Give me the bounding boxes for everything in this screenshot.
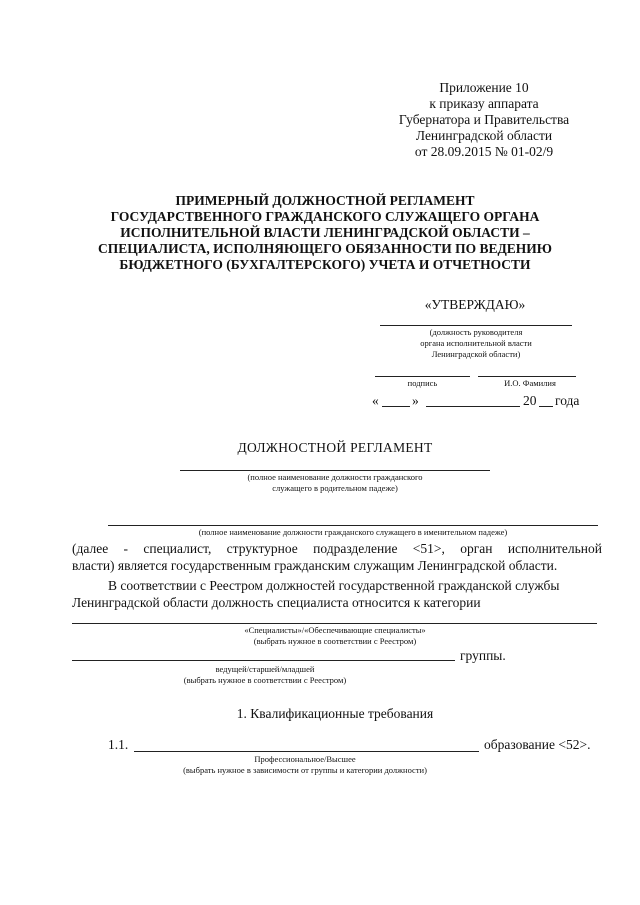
group-line: [72, 660, 455, 661]
hint-line: Ленинградской области): [431, 349, 521, 359]
date-day-line: [382, 406, 410, 407]
section-heading: 1. Квалификационные требования: [236, 706, 434, 721]
regulation-heading: ДОЛЖНОСТНОЙ РЕГЛАМЕНТ: [237, 440, 433, 455]
annex-line: от 28.09.2015 № 01-02/9: [414, 144, 554, 159]
name-line: [478, 376, 576, 377]
paragraph-line: Ленинградской области должность специалиста относится к категории: [72, 595, 481, 610]
annex-line: к приказу аппарата: [429, 96, 539, 111]
date-year-prefix: 20: [523, 393, 537, 408]
hint-line: Профессиональное/Высшее: [254, 754, 356, 764]
education-hint: [130, 754, 480, 776]
signature-line: [375, 376, 470, 377]
group-hint: [140, 664, 390, 686]
annex-line: Губернатора и Правительства: [398, 112, 570, 127]
paragraph-line: (далее - специалист, структурное подразделение <51>, орган исполнительной: [72, 541, 602, 556]
nominative-position-line: [108, 525, 598, 526]
hint-line: (полное наименование должности гражданского: [247, 472, 423, 482]
annex-line: Приложение 10: [439, 80, 529, 95]
title-line: ИСПОЛНИТЕЛЬНОЙ ВЛАСТИ ЛЕНИНГРАДСКОЙ ОБЛАСТИ –: [120, 225, 530, 240]
hint-line: «Специалисты»/«Обеспечивающие специалисты»: [244, 625, 426, 635]
name-label: И.О. Фамилия: [504, 378, 556, 388]
hint-line: ведущей/старшей/младшей: [215, 664, 315, 674]
hint-line: органа исполнительной власти: [420, 338, 532, 348]
approve-heading: «УТВЕРЖДАЮ»: [424, 297, 526, 312]
title-line: ПРИМЕРНЫЙ ДОЛЖНОСТНОЙ РЕГЛАМЕНТ: [175, 193, 475, 208]
hint-line: (выбрать нужное в зависимости от группы и категории должности): [183, 765, 427, 775]
annex-line: Ленинградской области: [415, 128, 553, 143]
title-line: СПЕЦИАЛИСТА, ИСПОЛНЯЮЩЕГО ОБЯЗАННОСТИ ПО ВЕДЕНИЮ: [98, 241, 552, 256]
genitive-position-line: [180, 470, 490, 471]
category-line: [72, 623, 597, 624]
nominative-hint: (полное наименование должности гражданского служащего в именительном падеже): [198, 527, 508, 537]
position-line: [380, 325, 572, 326]
date-year-line: [539, 406, 553, 407]
date-month-line: [426, 406, 520, 407]
title-line: БЮДЖЕТНОГО (БУХГАЛТЕРСКОГО) УЧЕТА И ОТЧЕТНОСТИ: [119, 257, 531, 272]
position-hint: [380, 327, 572, 360]
paragraph-line: власти) является государственным гражданским служащим Ленинградской области.: [72, 558, 558, 573]
title-line: ГОСУДАРСТВЕННОГО ГРАЖДАНСКОГО СЛУЖАЩЕГО ОРГАНА: [110, 209, 540, 224]
signature-label: подпись: [407, 378, 438, 388]
item-number: 1.1.: [108, 737, 129, 752]
item-suffix: образование <52>.: [484, 737, 591, 752]
hint-line: служащего в родительном падеже): [272, 483, 398, 493]
date-year-suffix: года: [555, 393, 580, 408]
group-label: группы.: [460, 648, 506, 663]
category-hint: [150, 625, 520, 647]
date-open-quote: «: [372, 393, 379, 408]
hint-line: (выбрать нужное в соответствии с Реестром): [183, 675, 347, 685]
annex-block: [384, 80, 584, 160]
hint-line: (должность руководителя: [429, 327, 523, 337]
hint-line: (выбрать нужное в соответствии с Реестром): [253, 636, 417, 646]
paragraph-line: В соответствии с Реестром должностей государственной гражданской службы: [108, 578, 560, 593]
document-title: [60, 193, 590, 273]
education-line: [134, 751, 479, 752]
date-close-quote: »: [412, 393, 419, 408]
genitive-hint: [180, 472, 490, 494]
